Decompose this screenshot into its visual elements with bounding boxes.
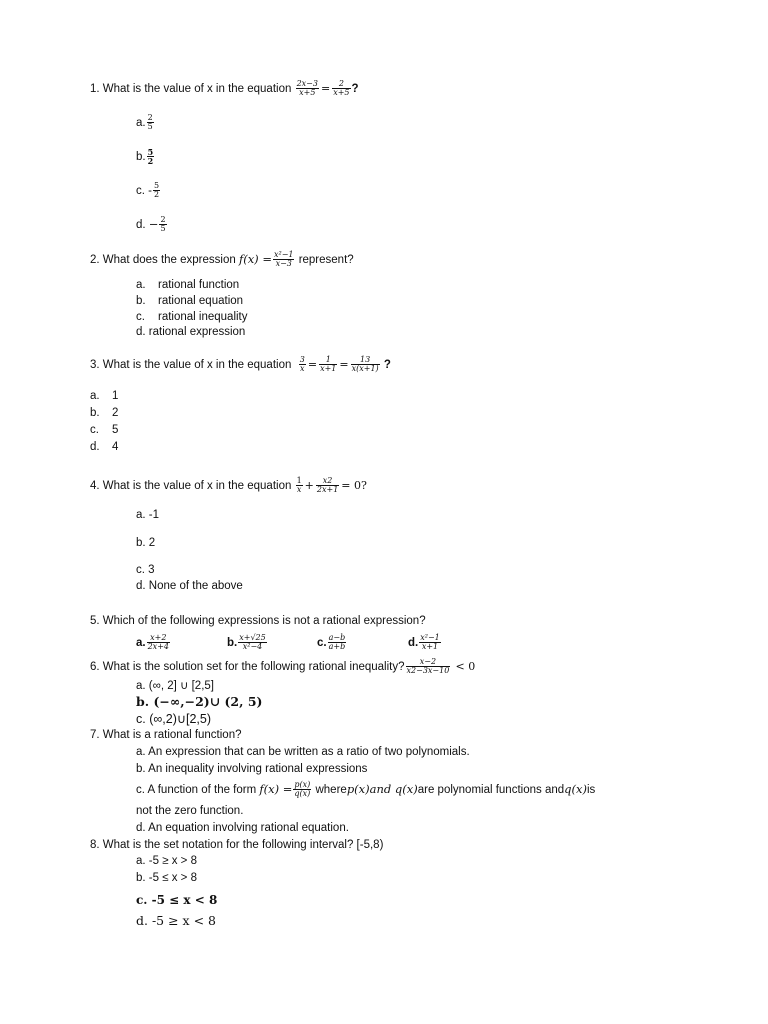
q5-option-a[interactable]: a. $\frac{x+2}{2x+4}$	[136, 633, 169, 652]
q3-fraction-2: $\frac{1}{x+1}$	[320, 355, 337, 374]
question-8-stem: 8. What is the set notation for the following interval? [-5,8)	[90, 839, 384, 851]
q6-option-c[interactable]: c. (∞,2)∪[2,5)	[136, 712, 212, 726]
q5-option-b-fraction: $\frac{x+√25}{\text{x²−4}}$	[239, 633, 266, 652]
q2-fraction: $\frac{\text{x²−1}}{x-3}$	[273, 250, 294, 269]
q4-option-b[interactable]: b. 2	[136, 537, 156, 549]
q7-option-c[interactable]: c. A function of the form f(x) = $\frac{p(x)}{q(x)}$ wherep(x)and q(x)are polynomial functions andq(x)is	[136, 780, 596, 799]
question-3-stem-line: 3. What is the value of x in the equation $\frac{3}{x}$ = $\frac{1}{x+1}$ = $\frac{13}{x(x+1)}$ ?	[90, 355, 391, 374]
q1-option-b-fraction: $\frac{5}{2}$	[147, 147, 154, 167]
question-3-stem: 3. What is the value of x in the equation	[90, 358, 292, 371]
q2-option-a[interactable]: a. rational function	[136, 279, 240, 291]
q3-fraction-1: $\frac{3}{x}$	[299, 355, 305, 374]
q7-option-d[interactable]: d. An equation involving rational equation.	[136, 822, 349, 834]
question-2-stem-line: 2. What does the expression f(x) = $\frac{\text{x²−1}}{x-3}$ represent?	[90, 250, 354, 269]
q7-option-a[interactable]: a. An expression that can be written as a ratio of two polynomials.	[136, 746, 470, 758]
q1-option-a[interactable]: a. $\frac{2}{5}$	[136, 113, 153, 132]
q3-option-b[interactable]: b. 2	[90, 407, 119, 419]
q2-option-c[interactable]: c. rational inequality	[136, 311, 248, 323]
q5-option-c[interactable]: c. $\frac{a-b}{a+b}$	[317, 633, 346, 652]
q8-option-d[interactable]: d. -5 ≥ x < 8	[136, 913, 216, 928]
question-5-stem: 5. Which of the following expressions is not a rational expression?	[90, 615, 426, 627]
q1-option-d[interactable]: d. − $\frac{2}{5}$	[136, 215, 166, 234]
q7-option-c-fraction: $\frac{p(x)}{q(x)}$	[294, 780, 311, 799]
q5-option-c-fraction: $\frac{a-b}{a+b}$	[328, 633, 346, 652]
q4-fraction-1: $\frac{1}{x}$	[296, 476, 302, 495]
q8-option-a[interactable]: a. -5 ≥ x > 8	[136, 855, 197, 867]
q4-option-d[interactable]: d. None of the above	[136, 580, 243, 592]
question-1-stem: 1. What is the value of x in the equation	[90, 82, 292, 95]
q5-option-b[interactable]: b. $\frac{x+√25}{\text{x²−4}}$	[227, 633, 266, 652]
q6-option-b[interactable]: b. (−∞,−2)∪ (2, 5)	[136, 694, 263, 709]
q6-fraction: $\frac{x-2}{x2-3x-10}$	[406, 657, 450, 676]
q1-rhs-fraction: $\frac{2}{x+5}$	[333, 79, 350, 98]
q1-option-d-fraction: $\frac{2}{5}$	[160, 215, 166, 234]
question-1-stem-line: 1. What is the value of x in the equation $\frac{2x-3}{x+5}$ = $\frac{2}{x+5}$ ?	[90, 79, 359, 98]
q3-option-d[interactable]: d. 4	[90, 441, 119, 453]
q6-option-a[interactable]: a. (∞, 2] ∪ [2,5]	[136, 680, 214, 692]
q5-option-d[interactable]: d. $\frac{\text{x²−1}}{x+1}$	[408, 633, 440, 652]
q4-fraction-2: $\frac{x2}{2x+1}$	[316, 476, 339, 495]
q2-option-d[interactable]: d. rational expression	[136, 326, 246, 338]
question-7-stem: 7. What is a rational function?	[90, 729, 242, 741]
q7-option-c-continued: not the zero function.	[136, 805, 244, 817]
question-4-stem-line: 4. What is the value of x in the equation $\frac{1}{x}$ + $\frac{x2}{2x+1}$ = 0?	[90, 476, 367, 495]
q5-option-d-fraction: $\frac{\text{x²−1}}{x+1}$	[420, 633, 440, 652]
q3-fraction-3: $\frac{13}{x(x+1)}$	[351, 355, 379, 374]
q1-option-c[interactable]: c. - $\frac{5}{2}$	[136, 181, 160, 200]
q3-option-c[interactable]: c. 5	[90, 424, 119, 436]
q3-option-a[interactable]: a. 1	[90, 390, 119, 402]
question-2-stem: 2. What does the expression	[90, 253, 236, 266]
q5-option-a-fraction: $\frac{x+2}{2x+4}$	[147, 633, 169, 652]
q2-option-b[interactable]: b. rational equation	[136, 295, 244, 307]
q4-option-a[interactable]: a. -1	[136, 509, 160, 521]
question-4-stem: 4. What is the value of x in the equation	[90, 479, 292, 492]
question-6-stem-line: 6. What is the solution set for the following rational inequality? $\frac{x-2}{x2-3x-10}$ < 0	[90, 657, 476, 676]
q8-option-b[interactable]: b. -5 ≤ x > 8	[136, 872, 197, 884]
question-6-stem: 6. What is the solution set for the following rational inequality?	[90, 660, 405, 673]
q1-option-a-fraction: $\frac{2}{5}$	[147, 113, 153, 132]
q8-option-c[interactable]: c. -5 ≤ x < 8	[136, 893, 218, 907]
q1-lhs-fraction: $\frac{2x-3}{x+5}$	[296, 79, 318, 98]
q1-option-c-fraction: $\frac{5}{2}$	[153, 181, 160, 200]
q1-option-b[interactable]: b. $\frac{5}{2}$	[136, 147, 154, 167]
q7-option-b[interactable]: b. An inequality involving rational expressions	[136, 763, 368, 775]
q4-option-c[interactable]: c. 3	[136, 564, 155, 576]
